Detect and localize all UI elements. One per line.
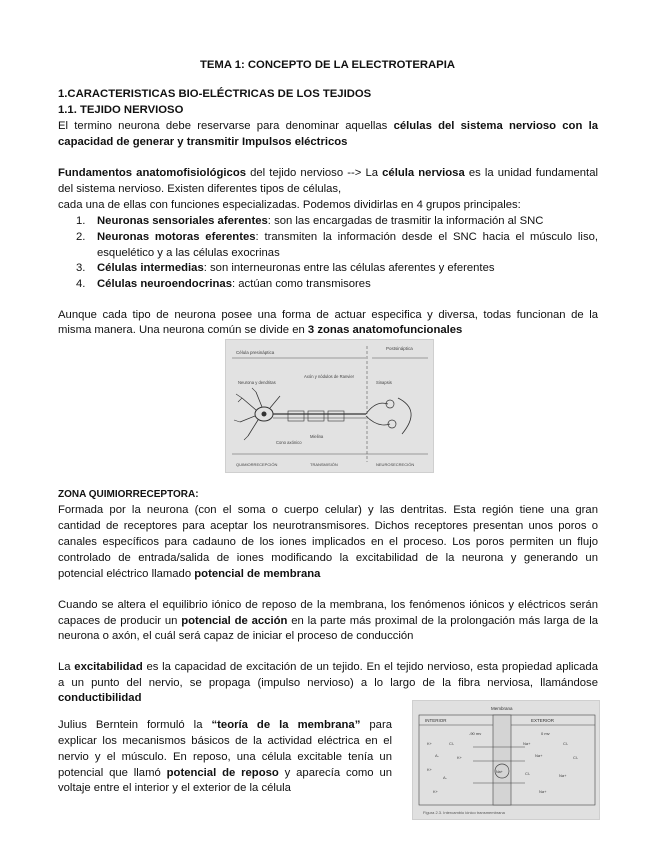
paragraph-line — [58, 613, 598, 629]
bold-span: 3 zonas anatomofuncionales — [307, 324, 463, 336]
text-span: potencial que llamó — [58, 767, 167, 779]
list-item — [97, 213, 543, 229]
bold-span: potencial de membrana — [194, 568, 321, 580]
svg-text:K+: K+ — [427, 741, 433, 746]
text-span: para — [360, 719, 392, 731]
paragraph-line: nervio y el músculo. En reposo, una célula excitable tenía un — [58, 751, 392, 763]
bold-span: “teoría de la membrana” — [211, 719, 361, 731]
svg-text:Na+: Na+ — [496, 770, 503, 774]
bold-span: células del sistema nervioso con la — [393, 120, 598, 132]
text-span: misma manera. Una neurona común se divide en — [58, 324, 308, 336]
svg-text:Cl-: Cl- — [449, 741, 455, 746]
text-span: : son las encargadas de trasmitir la información al SNC — [267, 215, 544, 227]
svg-text:K+: K+ — [433, 789, 439, 794]
text-span: Julius Berntein formuló la — [58, 719, 212, 731]
svg-text:Cl-: Cl- — [525, 771, 531, 776]
figure-label: TRANSMISIÓN — [310, 462, 338, 467]
figure-label: Cono axónico — [276, 440, 302, 445]
paragraph-line: Formada por la neurona (con el soma o cuerpo celular) y las dentritas. Esta región tiene una gran — [58, 504, 598, 516]
list-item — [97, 260, 495, 276]
bold-span: excitabilidad — [74, 661, 143, 673]
text-span: La — [58, 661, 75, 673]
text-span: potencial eléctrico llamado — [58, 568, 195, 580]
text-span: : transmiten la información desde el SNC hacia el músculo liso, — [255, 231, 599, 243]
figure-label: EXTERIOR — [531, 718, 555, 723]
page-title: TEMA 1: CONCEPTO DE LA ELECTROTERAPIA — [199, 59, 456, 71]
bold-span: Células intermedias — [97, 262, 204, 274]
text-span: es la capacidad de excitación de un tejido. En el tejido nervioso, esta propiedad aplicada — [142, 661, 598, 673]
paragraph-line — [58, 165, 598, 181]
paragraph-line — [58, 566, 320, 582]
text-span: del tejido nervioso --> La — [246, 167, 383, 179]
text-span: : son interneuronas entre las células aferentes y eferentes — [203, 262, 495, 274]
subsection-heading: 1.1. TEJIDO NERVIOSO — [58, 104, 184, 116]
list-number: 3. — [76, 262, 86, 274]
zone-heading: ZONA QUIMIORRECEPTORA: — [58, 489, 199, 500]
paragraph-line: voltaje entre el interior y el exterior de la célula — [58, 782, 291, 794]
paragraph-line — [58, 659, 598, 675]
paragraph-line: Aunque cada tipo de neurona posee una forma de actuar especifica y diversa, todas funcionan de la — [58, 309, 598, 321]
figure-label: Postsináptica — [386, 346, 413, 351]
list-number: 2. — [76, 231, 86, 243]
list-item — [97, 229, 598, 245]
paragraph-line: capacidad de generar y transmitir Impulsos eléctricos — [58, 136, 348, 148]
svg-text:Cl-: Cl- — [563, 741, 569, 746]
svg-text:K+: K+ — [457, 755, 463, 760]
paragraph-line — [58, 322, 462, 338]
paragraph-line: conductibilidad — [58, 692, 142, 704]
figure-label: QUIMIORRECEPCIÓN — [236, 462, 278, 467]
list-number: 1. — [76, 215, 86, 227]
svg-text:A-: A- — [435, 753, 439, 758]
paragraph-line: explicar los mecanismos básicos de la actividad eléctrica en el — [58, 735, 392, 747]
paragraph-line: Cuando se altera el equilibrio iónico de reposo de la membrana, los fenómenos iónicos y eléctricos serán — [58, 599, 598, 611]
list-item — [97, 276, 371, 292]
paragraph-line: neurona o axón, el cuál será capaz de iniciar el proceso de conducción — [58, 630, 414, 642]
bold-span: Fundamentos anatomofisiológicos — [58, 167, 247, 179]
text-span: El termino neurona debe reservarse para denominar aquellas — [58, 120, 394, 132]
list-number: 4. — [76, 278, 86, 290]
figure-label: Célula presináptica — [236, 350, 275, 355]
svg-text:A-: A- — [443, 775, 447, 780]
paragraph-line: a un punto del nervio, se propaga (impulso nervioso) a lo largo de la fibra nerviosa, llamándose — [58, 677, 598, 689]
svg-text:Na+: Na+ — [523, 741, 531, 746]
paragraph-line: canales específicos para cadauno de los iones implicados en el proceso. Los poros permiten un flujo — [58, 536, 598, 548]
svg-text:Na+: Na+ — [539, 789, 547, 794]
figure-label: Membrana — [491, 706, 513, 711]
text-span: es la unidad fundamental — [464, 167, 598, 179]
svg-text:K+: K+ — [427, 767, 433, 772]
svg-text:Na+: Na+ — [535, 753, 543, 758]
bold-span: potencial de reposo — [166, 767, 279, 779]
svg-text:Na+: Na+ — [559, 773, 567, 778]
neuron-diagram-figure — [225, 339, 434, 473]
section-heading: 1.CARACTERISTICAS BIO-ELÉCTRICAS DE LOS TEJIDOS — [58, 88, 372, 100]
paragraph-line: del sistema nervioso. Existen diferentes tipos de células, — [58, 183, 342, 195]
text-span: capaces de producir un — [58, 615, 182, 627]
figure-caption: Figura 2.3. Intercambio iónico transmembrana — [423, 810, 505, 815]
paragraph-line: cada una de ellas con funciones especializadas. Podemos dividirlas en 4 grupos principales: — [58, 199, 521, 211]
bold-span: Neuronas sensoriales aferentes — [97, 215, 268, 227]
text-span: : actúan como transmisores — [231, 278, 371, 290]
paragraph-line — [58, 765, 392, 781]
text-span: en la parte más proximal de la prolongación más larga de la — [287, 615, 599, 627]
figure-label: 0 mv — [541, 731, 550, 736]
figure-label: INTERIOR — [425, 718, 447, 723]
membrane-diagram-figure — [412, 700, 600, 820]
bold-span: potencial de acción — [181, 615, 288, 627]
figure-label: Sinapsis — [376, 380, 392, 385]
paragraph-line — [58, 118, 598, 134]
list-item-continuation: esquelético y a las células exocrinas — [97, 247, 280, 259]
bold-span: Células neuroendocrinas — [97, 278, 232, 290]
figure-label: -90 mv — [469, 731, 482, 736]
figure-label: Axón y nódulos de Ranvier — [304, 374, 355, 379]
paragraph-line — [58, 717, 392, 733]
figure-label: Neurona y dendritas — [238, 380, 276, 385]
bold-span: célula nerviosa — [382, 167, 465, 179]
figure-label: Mielina — [310, 434, 324, 439]
paragraph-line: cantidad de receptores para aceptar los neurotransmisores. Dichos receptores presentan unos poros o — [58, 520, 598, 532]
bold-span: Neuronas motoras eferentes — [97, 231, 256, 243]
paragraph-line: controlado de entrada/salida de iones modificando la excitabilidad de la neurona y generando un — [58, 552, 598, 564]
figure-label: NEUROSECRECIÓN — [376, 462, 415, 467]
svg-text:Cl-: Cl- — [573, 755, 579, 760]
text-span: y aparecía como un — [278, 767, 393, 779]
